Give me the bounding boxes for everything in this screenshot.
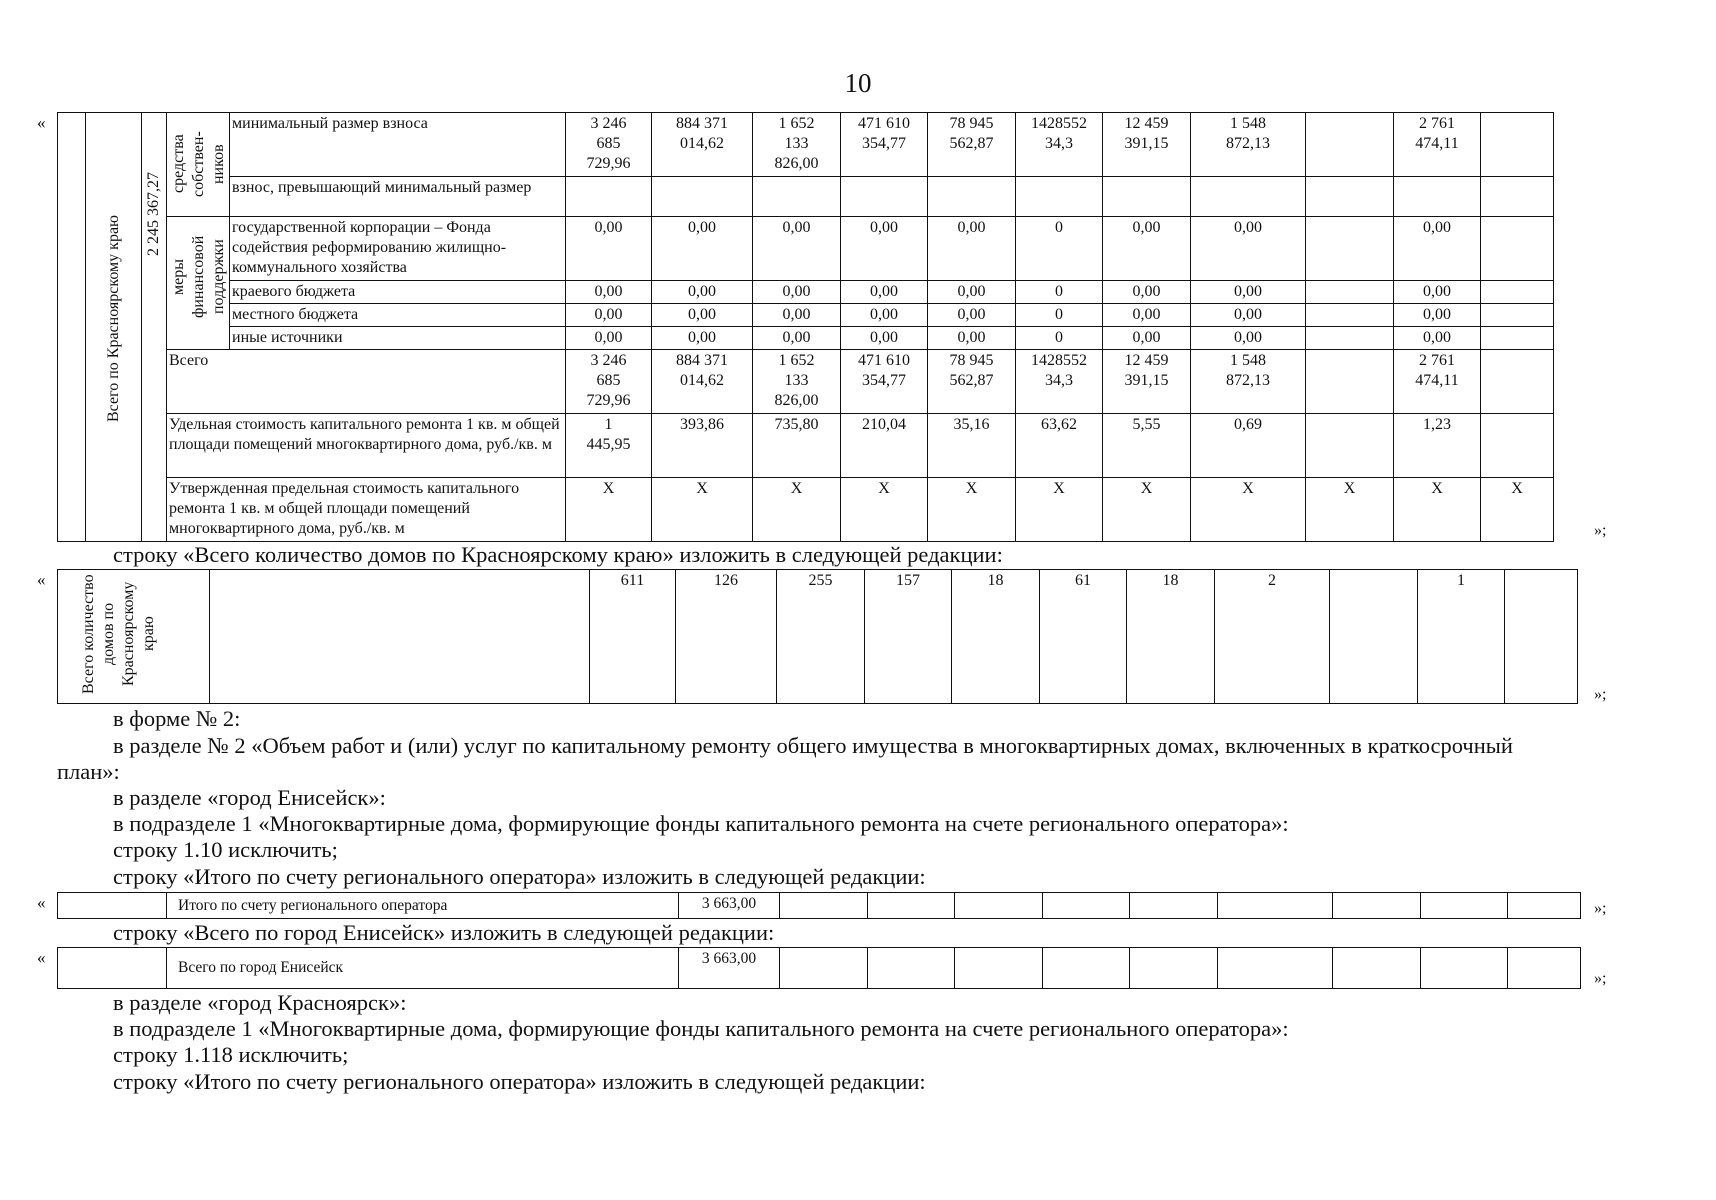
value-cell: X	[1103, 478, 1191, 542]
value-cell: 61	[1040, 570, 1127, 704]
page-number: 10	[844, 68, 872, 98]
empty-cell	[210, 570, 590, 704]
value-cell	[1306, 281, 1394, 304]
value-cell: X	[566, 478, 652, 542]
value-cell: 735,80	[753, 414, 841, 478]
value-cell: 0,00	[1394, 327, 1481, 350]
empty-cell	[955, 948, 1043, 989]
value-cell: 0,00	[566, 327, 652, 350]
value-cell: 0,00	[841, 327, 928, 350]
value-cell: 0,00	[841, 217, 928, 281]
empty-cell	[780, 948, 868, 989]
empty-cell	[868, 893, 955, 919]
value-cell: X	[1306, 478, 1394, 542]
value-cell	[566, 177, 652, 217]
value-cell: 0,00	[841, 304, 928, 327]
value-cell	[1306, 177, 1394, 217]
close-quote-4: »;	[1594, 970, 1607, 987]
group-owners-cell	[167, 113, 230, 217]
value-cell: X	[841, 478, 928, 542]
value-cell	[1481, 327, 1554, 350]
empty-cell	[1333, 948, 1421, 989]
para-row-exclude: строку 1.10 исключить;	[113, 837, 338, 862]
value-cell: 1 548 872,13	[1191, 113, 1306, 177]
para-row-exclude-krasnoyarsk: строку 1.118 исключить;	[113, 1042, 349, 1067]
table-row	[58, 177, 1554, 217]
value-cell: 1428552 34,3	[1016, 113, 1103, 177]
empty-cell	[1043, 893, 1130, 919]
value-cell: 5,55	[1103, 414, 1191, 478]
value-cell: 126	[676, 570, 777, 704]
open-quote-1: «	[37, 113, 46, 132]
empty-cell	[1333, 893, 1421, 919]
value-cell: 0,00	[1103, 304, 1191, 327]
empty-cell	[1421, 948, 1508, 989]
close-quote-2: »;	[1594, 686, 1607, 703]
value-cell: 611	[590, 570, 676, 704]
value-cell: 0,00	[1191, 327, 1306, 350]
table-row	[58, 478, 1554, 542]
value-cell: 63,62	[1016, 414, 1103, 478]
value-cell	[1481, 350, 1554, 414]
value-cell: 0,00	[1394, 217, 1481, 281]
value-cell: X	[652, 478, 753, 542]
row-label: Всего	[167, 350, 566, 414]
value-cell: 0,00	[753, 327, 841, 350]
row-label: минимальный размер взноса	[230, 113, 566, 177]
value-cell: X	[1016, 478, 1103, 542]
value-cell: 0,00	[1103, 217, 1191, 281]
para-row-total-operator-krasnoyarsk: строку «Итого по счету регионального оператора» изложить в следующей редакции:	[113, 1069, 926, 1094]
row-label: Утвержденная предельная стоимость капитального ремонта 1 кв. м общей площади помещений многоквартирного дома, руб./кв. м	[167, 478, 566, 542]
empty-cell	[1508, 948, 1581, 989]
value-cell: 0,00	[1103, 281, 1191, 304]
value-cell	[1481, 113, 1554, 177]
value-cell: 0,00	[1191, 217, 1306, 281]
para-total-houses: строку «Всего количество домов по Красноярскому краю» изложить в следующей редакции:	[113, 542, 1003, 567]
empty-cell	[1508, 893, 1581, 919]
value-cell	[928, 177, 1016, 217]
total-city-value: 3 663,00	[679, 948, 780, 989]
value-cell: 157	[865, 570, 952, 704]
open-quote-2: «	[37, 570, 46, 589]
value-cell	[1191, 177, 1306, 217]
value-cell: 0,00	[928, 327, 1016, 350]
empty-cell	[955, 893, 1043, 919]
table-row	[58, 350, 1554, 414]
value-cell: 0,00	[928, 281, 1016, 304]
table-row	[58, 414, 1554, 478]
value-cell	[1306, 350, 1394, 414]
value-cell: 0,00	[928, 304, 1016, 327]
value-cell: 35,16	[928, 414, 1016, 478]
value-cell: 0,00	[1191, 281, 1306, 304]
value-cell	[1505, 570, 1578, 704]
value-cell	[1306, 304, 1394, 327]
value-cell	[1306, 217, 1394, 281]
total-operator-table	[57, 892, 1581, 919]
table-row	[58, 217, 1554, 281]
row-number-cell	[58, 113, 86, 542]
value-cell	[1481, 217, 1554, 281]
value-cell: 393,86	[652, 414, 753, 478]
value-cell: 255	[777, 570, 865, 704]
value-cell: 2 761 474,11	[1394, 350, 1481, 414]
value-cell: 0	[1016, 217, 1103, 281]
value-cell: 2	[1215, 570, 1330, 704]
region-label-cell	[86, 113, 142, 542]
value-cell: 1 652 133 826,00	[753, 113, 841, 177]
value-cell: 3 246 685 729,96	[566, 113, 652, 177]
value-cell: X	[1191, 478, 1306, 542]
value-cell	[841, 177, 928, 217]
empty-cell	[58, 893, 167, 919]
value-cell: 0	[1016, 327, 1103, 350]
value-cell: 0,00	[652, 327, 753, 350]
empty-cell	[780, 893, 868, 919]
para-subsection-1-krasnoyarsk: в подразделе 1 «Многоквартирные дома, формирующие фонды капитального ремонта на счете регионального оператора»:	[113, 1016, 1289, 1041]
value-cell: 18	[1127, 570, 1215, 704]
value-cell: 471 610 354,77	[841, 350, 928, 414]
empty-cell	[868, 948, 955, 989]
para-row-total-city: строку «Всего по город Енисейск» изложить в следующей редакции:	[113, 920, 775, 945]
total-operator-label: Итого по счету регионального оператора	[167, 893, 679, 919]
close-quote-1: »;	[1594, 522, 1607, 539]
total-operator-value: 3 663,00	[679, 893, 780, 919]
value-cell: 884 371 014,62	[652, 113, 753, 177]
empty-cell	[1218, 948, 1333, 989]
value-cell: 1428552 34,3	[1016, 350, 1103, 414]
empty-cell	[58, 948, 167, 989]
empty-cell	[1043, 948, 1130, 989]
value-cell: 0,00	[1394, 281, 1481, 304]
value-cell: 0,00	[652, 304, 753, 327]
value-cell: 0,00	[652, 281, 753, 304]
value-cell: 471 610 354,77	[841, 113, 928, 177]
value-cell: 18	[952, 570, 1040, 704]
table-row	[58, 281, 1554, 304]
row-label: государственной корпорации – Фонда содействия реформированию жилищно-коммунального хозяйства	[230, 217, 566, 281]
row-label: местного бюджета	[230, 304, 566, 327]
area-value: 2 245 367,27	[145, 172, 162, 256]
total-houses-label-cell	[58, 570, 210, 704]
value-cell	[1481, 414, 1554, 478]
value-cell	[1016, 177, 1103, 217]
value-cell	[1330, 570, 1418, 704]
row-label: иные источники	[230, 327, 566, 350]
para-subsection-1: в подразделе 1 «Многоквартирные дома, формирующие фонды капитального ремонта на счете регионального оператора»:	[113, 811, 1289, 836]
open-quote-3: «	[37, 893, 46, 912]
value-cell: X	[1394, 478, 1481, 542]
value-cell: X	[753, 478, 841, 542]
total-city-label: Всего по город Енисейск	[167, 948, 679, 989]
value-cell	[1481, 281, 1554, 304]
value-cell: 0,00	[928, 217, 1016, 281]
value-cell: 12 459 391,15	[1103, 350, 1191, 414]
para-form-2: в форме № 2:	[113, 706, 241, 731]
value-cell: 2 761 474,11	[1394, 113, 1481, 177]
empty-cell	[1218, 893, 1333, 919]
para-city-krasnoyarsk: в разделе «город Красноярск»:	[113, 990, 407, 1015]
close-quote-3: »;	[1594, 900, 1607, 917]
value-cell: 0,00	[1394, 304, 1481, 327]
value-cell	[1306, 327, 1394, 350]
group-support-cell	[167, 217, 230, 350]
value-cell: 1	[1418, 570, 1505, 704]
value-cell: 0,00	[566, 304, 652, 327]
para-section-2: в разделе № 2 «Объем работ и (или) услуг по капитальному ремонту общего имущества в многоквартирных домах, включенных в краткосрочный	[113, 733, 1513, 758]
value-cell: 0,00	[1103, 327, 1191, 350]
value-cell: 884 371 014,62	[652, 350, 753, 414]
value-cell	[753, 177, 841, 217]
value-cell	[1103, 177, 1191, 217]
value-cell: 0,69	[1191, 414, 1306, 478]
total-city-table	[57, 947, 1581, 989]
group-support-label: меры финансовой поддержки	[170, 235, 227, 319]
value-cell: 1,23	[1394, 414, 1481, 478]
value-cell: 78 945 562,87	[928, 113, 1016, 177]
row-label: краевого бюджета	[230, 281, 566, 304]
value-cell	[1481, 304, 1554, 327]
total-houses-table	[57, 569, 1578, 704]
empty-cell	[1130, 948, 1218, 989]
value-cell: 3 246 685 729,96	[566, 350, 652, 414]
value-cell: 1 548 872,13	[1191, 350, 1306, 414]
value-cell: 0,00	[566, 217, 652, 281]
value-cell	[1394, 177, 1481, 217]
row-label: взнос, превышающий минимальный размер	[230, 177, 566, 217]
row-label: Удельная стоимость капитального ремонта 1 кв. м общей площади помещений многоквартирного дома, руб./кв. м	[167, 414, 566, 478]
total-houses-label: Всего количество домов по Красноярскому краю	[79, 574, 157, 694]
value-cell: 0,00	[753, 281, 841, 304]
value-cell	[1306, 113, 1394, 177]
value-cell: X	[928, 478, 1016, 542]
value-cell: 12 459 391,15	[1103, 113, 1191, 177]
financing-table	[57, 112, 1554, 542]
region-label: Всего по Красноярскому краю	[104, 215, 122, 423]
table-row	[58, 113, 1554, 177]
table-row	[58, 327, 1554, 350]
value-cell: 0,00	[753, 217, 841, 281]
empty-cell	[1130, 893, 1218, 919]
group-owners-label: средства собствен-ников	[170, 131, 227, 197]
value-cell	[1306, 414, 1394, 478]
value-cell: 0,00	[1191, 304, 1306, 327]
value-cell: 0	[1016, 304, 1103, 327]
para-row-total-operator: строку «Итого по счету регионального оператора» изложить в следующей редакции:	[113, 864, 926, 889]
value-cell: 0,00	[652, 217, 753, 281]
value-cell: 1 652 133 826,00	[753, 350, 841, 414]
value-cell: 1 445,95	[566, 414, 652, 478]
value-cell: 210,04	[841, 414, 928, 478]
value-cell	[1481, 177, 1554, 217]
empty-cell	[1421, 893, 1508, 919]
value-cell: 0,00	[841, 281, 928, 304]
table-row	[58, 304, 1554, 327]
area-cell	[142, 113, 167, 542]
value-cell	[652, 177, 753, 217]
value-cell: 0,00	[566, 281, 652, 304]
value-cell: 78 945 562,87	[928, 350, 1016, 414]
value-cell: X	[1481, 478, 1554, 542]
para-city-yeniseysk: в разделе «город Енисейск»:	[113, 785, 386, 810]
para-section-2-cont: план»:	[57, 759, 120, 784]
value-cell: 0	[1016, 281, 1103, 304]
value-cell: 0,00	[753, 304, 841, 327]
open-quote-4: «	[37, 948, 46, 967]
